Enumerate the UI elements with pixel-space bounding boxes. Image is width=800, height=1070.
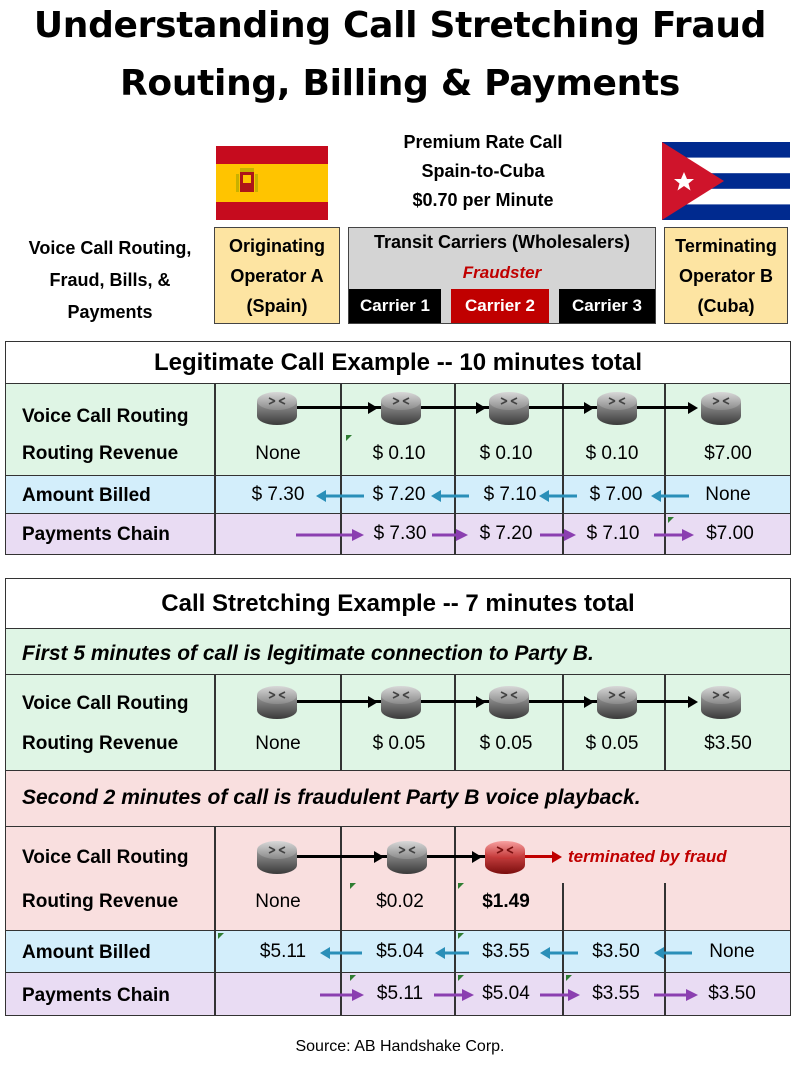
legit-payment-value: $7.00 [706,523,754,544]
router-icon [254,682,300,722]
arrow-right-icon [432,528,468,542]
stretch-banner2: Second 2 minutes of call is fraudulent Party B voice playback. [22,786,641,809]
left-label-line-2: Fraud, Bills, & [49,270,171,290]
stretch-revenue1-value: $ 0.05 [585,733,639,754]
arrow-right-icon [654,528,694,542]
spain-flag-icon [216,146,328,220]
terminating-line-1: Terminating [675,235,777,256]
terminating-operator-box [664,227,788,324]
legit-billed-value: $ 7.30 [251,484,305,505]
arrow-left-icon [540,946,580,960]
fraudster-label: Fraudster [462,263,542,282]
legit-billed-value: $ 7.20 [372,484,426,505]
stretch-billed-value: $5.04 [376,941,424,962]
premium-rate-text [350,128,616,215]
stretch-billed-value: $5.11 [259,941,307,962]
stretch-payment-value: $3.55 [592,983,640,1004]
premium-line-1: Premium Rate Call [403,132,563,152]
legit-payment-value: $ 7.10 [586,523,640,544]
stretch-payment-value: $3.50 [708,983,756,1004]
arrow-left-icon [316,489,366,503]
source-caption: Source: AB Handshake Corp. [295,1038,505,1055]
call-stretching-section [5,578,791,1016]
stretch-revenue1-value: $ 0.05 [479,733,533,754]
stretch-revenue1-value: $ 0.05 [372,733,426,754]
stretch-revenue2-fraud-value: $1.49 [482,891,530,912]
router-icon [254,837,300,877]
transit-title: Transit Carriers (Wholesalers) [373,232,631,252]
page-title-line2: Routing, Billing & Payments [119,63,681,104]
arrow-right-icon [540,528,576,542]
carrier-3: Carrier 3 [559,289,655,323]
arrow-left-icon [435,946,471,960]
router-icon [486,682,532,722]
terminated-by-fraud-label: terminated by fraud [568,847,727,866]
legit-routing-label: Voice Call Routing [22,406,189,427]
stretch-section-title: Call Stretching Example -- 7 minutes total [6,579,790,629]
router-icon [594,388,640,428]
stretch-payment-value: $5.11 [376,983,424,1004]
header-left-label [8,232,212,328]
arrow-right-icon [320,988,364,1002]
stretch-payments-label: Payments Chain [22,985,170,1006]
left-label-line-3: Payments [67,302,153,322]
router-icon [378,388,424,428]
stretch-routing1-label: Voice Call Routing [22,693,189,714]
arrow-right-icon [434,988,474,1002]
legit-section-title: Legitimate Call Example -- 10 minutes total [6,342,790,384]
arrow-left-icon [320,946,364,960]
router-icon [486,388,532,428]
terminating-line-3: (Cuba) [697,295,755,316]
stretch-billed-value: None [709,941,755,962]
terminating-line-2: Operator B [678,265,773,286]
arrow-left-icon [654,946,694,960]
router-icon [378,682,424,722]
router-icon [698,388,744,428]
stretch-billed-value: $3.50 [592,941,640,962]
legit-payment-value: $ 7.30 [373,523,427,544]
cuba-flag-icon [662,142,790,220]
page-title-line1: Understanding Call Stretching Fraud [33,5,767,46]
stretch-revenue1-value: $3.50 [704,733,752,754]
legit-payment-value: $ 7.20 [479,523,533,544]
stretch-banner1: First 5 minutes of call is legitimate connection to Party B. [22,642,594,665]
stretch-revenue2-value: None [255,891,301,912]
stretch-billed-value: $3.55 [482,941,530,962]
stretch-payment-value: $5.04 [482,983,530,1004]
stretch-revenue2-value: $0.02 [376,891,424,912]
premium-line-3: $0.70 per Minute [412,190,554,210]
legit-revenue-value: $ 0.10 [372,443,426,464]
legit-billed-value: $ 7.10 [483,484,537,505]
stretch-revenue2-label: Routing Revenue [22,891,179,912]
stretch-revenue1-value: None [255,733,301,754]
router-icon [594,682,640,722]
carrier-2: Carrier 2 [451,289,549,323]
arrow-left-icon [431,489,471,503]
originating-line-1: Originating [229,235,325,256]
carrier-1: Carrier 1 [349,289,441,323]
legit-payments-label: Payments Chain [22,524,170,545]
originating-line-3: (Spain) [246,295,308,316]
transit-carriers-box [348,227,656,324]
legit-revenue-value: $ 0.10 [585,443,639,464]
arrow-right-icon [654,988,698,1002]
left-label-line-1: Voice Call Routing, [28,238,192,258]
stretch-revenue1-label: Routing Revenue [22,733,179,754]
arrow-right-icon [296,528,364,542]
router-icon [698,682,744,722]
legitimate-call-section [5,341,791,555]
legit-revenue-value: $7.00 [704,443,752,464]
legit-revenue-label: Routing Revenue [22,443,179,464]
legit-revenue-value: None [255,443,301,464]
stretch-routing2-label: Voice Call Routing [22,847,189,868]
stretch-billed-label: Amount Billed [22,942,151,963]
legit-billed-value: None [705,484,751,505]
legit-billed-label: Amount Billed [22,485,151,506]
router-icon [384,837,430,877]
originating-line-2: Operator A [230,265,324,286]
arrow-left-icon [539,489,579,503]
legit-revenue-value: $ 0.10 [479,443,533,464]
legit-billed-value: $ 7.00 [589,484,643,505]
premium-line-2: Spain-to-Cuba [421,161,545,181]
fraud-router-icon [482,837,528,877]
originating-operator-box [214,227,340,324]
arrow-left-icon [651,489,691,503]
router-icon [254,388,300,428]
arrow-right-icon [540,988,580,1002]
